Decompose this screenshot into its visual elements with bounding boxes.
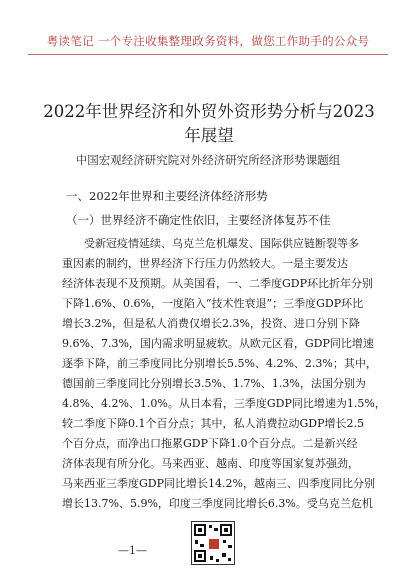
body-line: 较二季度下降0.1个百分点；其中，私人消费拉动GDP增长2.5 [62, 417, 364, 430]
sub-heading: （一）世界经济不确定性依旧，主要经济体复苏不佳 [66, 213, 331, 227]
section-heading: 一、2022年世界和主要经济体经济形势 [66, 189, 268, 203]
body-line: 个百分点，而净出口拖累GDP下降1.0个百分点。二是新兴经 [62, 437, 358, 450]
body-line: 受新冠疫情延续、乌克兰危机爆发、国际供应链断裂等多 [84, 237, 359, 250]
body-line: 济体表现有所分化。马来西亚、越南、印度等国家复苏强劲， [62, 457, 359, 470]
title-line-2: 年展望 [184, 126, 234, 145]
header-divider [28, 54, 388, 55]
qr-code-icon [191, 521, 235, 565]
page-number: —1— [118, 544, 147, 557]
body-line: 下降1.6%、0.6%，一度陷入“技术性衰退”；三季度GDP环比 [62, 297, 364, 310]
page-header: 粤读笔记 一个专注收集整理政务资料，做您工作助手的公众号 [46, 34, 370, 48]
qr-logo-icon [208, 538, 220, 550]
body-line: 增长3.2%，但是私人消费仅增长2.3%，投资、进口分别下降 [62, 317, 360, 330]
body-line: 经济体表现不及预期。从美国看，一、二季度GDP环比折年分别 [62, 277, 374, 290]
body-line: 逐季下降，前三季度同比分别增长5.5%、4.2%、2.3%；其中， [62, 357, 377, 370]
document-title [40, 100, 378, 148]
body-line: 马来西亚三季度GDP同比增长14.2%，越南三、四季度同比分别 [62, 477, 375, 490]
body-line: 4.8%、4.2%、1.0%。从日本看，三季度GDP同比增速为1.5%， [62, 397, 386, 410]
body-line: 重因素的制约，世界经济下行压力仍然较大。一是主要发达 [62, 257, 348, 270]
title-line-1: 2022年世界经济和外贸外资形势分析与2023 [43, 102, 375, 121]
body-line: 德国前三季度同比分别增长3.5%、1.7%、1.3%，法国分别为 [62, 377, 366, 390]
document-subtitle: 中国宏观经济研究院对外经济研究所经济形势课题组 [75, 153, 341, 167]
body-line: 9.6%、7.3%，国内需求明显疲软。从欧元区看，GDP同比增速 [62, 337, 374, 350]
body-line: 增长13.7%、5.9%，印度三季度同比增长6.3%。受乌克兰危机 [62, 497, 373, 510]
